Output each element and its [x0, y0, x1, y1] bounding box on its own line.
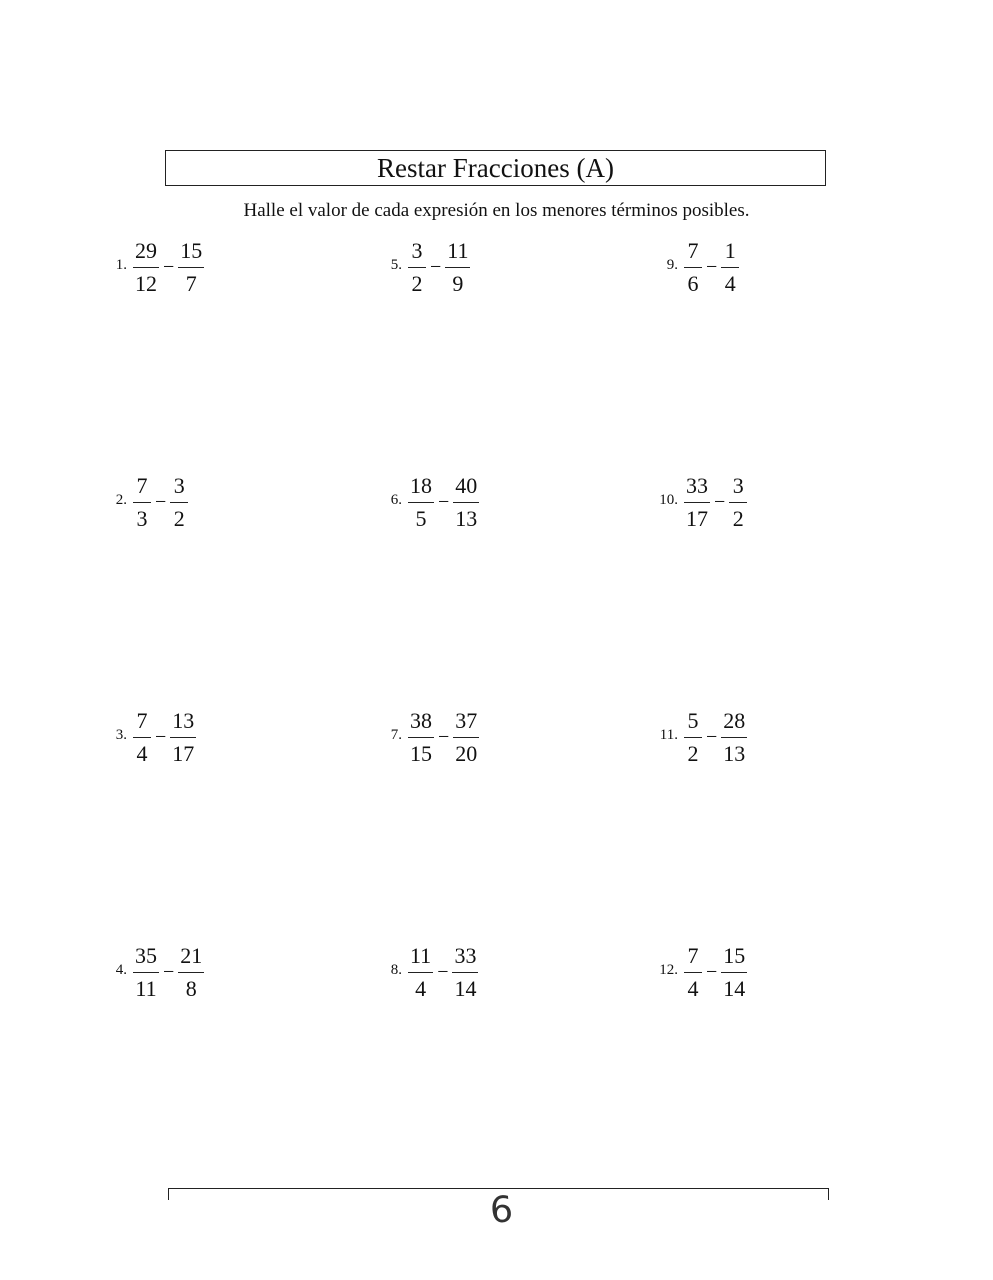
fraction-b: $\frac{15}{14}$ [723, 942, 746, 1001]
fraction-b: $\frac{15}{7}$ [180, 237, 203, 296]
problem-number: 4. [115, 962, 127, 978]
problem-number: 12. [659, 962, 678, 978]
fraction-a: $\frac{38}{15}$ [410, 707, 432, 766]
minus-sign: − [155, 726, 167, 748]
problem-10 [659, 472, 747, 532]
problem-4 [115, 942, 204, 1002]
fraction-b: $\frac{13}{17}$ [172, 707, 195, 766]
problem-3 [115, 707, 196, 767]
fraction-a: $\frac{18}{5}$ [410, 472, 432, 531]
fraction-b: $\frac{40}{13}$ [455, 472, 478, 531]
problem-number: 10. [659, 492, 678, 508]
worksheet-title: Restar Fracciones (A) [165, 150, 826, 186]
fraction-a: $\frac{7}{3}$ [133, 473, 151, 532]
minus-sign: − [430, 256, 442, 278]
handwritten-page-number: 6 [488, 1189, 515, 1232]
problem-number: 7. [390, 727, 402, 743]
minus-sign: − [155, 491, 167, 513]
fraction-b: $\frac{3}{2}$ [170, 473, 188, 532]
minus-sign: − [714, 491, 726, 513]
problem-number: 3. [115, 727, 127, 743]
problem-number: 1. [115, 257, 127, 273]
fraction-a: $\frac{33}{17}$ [686, 472, 708, 531]
instructions: Halle el valor de cada expresión en los menores términos posibles. [243, 200, 750, 221]
minus-sign: − [438, 491, 450, 513]
problem-number: 6. [390, 492, 402, 508]
fraction-b: $\frac{3}{2}$ [729, 473, 747, 532]
problem-number: 9. [666, 257, 678, 273]
minus-sign: − [706, 961, 718, 983]
fraction-a: $\frac{7}{4}$ [684, 943, 702, 1002]
fraction-b: $\frac{1}{4}$ [721, 238, 739, 297]
problem-7 [390, 707, 479, 767]
problem-12 [659, 942, 747, 1002]
problem-2 [115, 472, 188, 532]
fraction-b: $\frac{28}{13}$ [723, 707, 746, 766]
minus-sign: − [437, 961, 449, 983]
problem-5 [390, 237, 470, 297]
minus-sign: − [438, 726, 450, 748]
problem-number: 2. [115, 492, 127, 508]
minus-sign: − [706, 726, 718, 748]
fraction-b: $\frac{11}{9}$ [447, 237, 469, 296]
fraction-a: $\frac{7}{6}$ [684, 238, 702, 297]
problem-8 [390, 942, 478, 1002]
problem-6 [390, 472, 479, 532]
fraction-b: $\frac{33}{14}$ [454, 942, 477, 1001]
fraction-a: $\frac{7}{4}$ [133, 708, 151, 767]
minus-sign: − [163, 256, 175, 278]
problem-9 [666, 237, 739, 297]
problem-number: 8. [390, 962, 402, 978]
minus-sign: − [706, 256, 718, 278]
fraction-a: $\frac{35}{11}$ [135, 942, 157, 1001]
fraction-b: $\frac{21}{8}$ [180, 942, 203, 1001]
minus-sign: − [163, 961, 175, 983]
fraction-a: $\frac{5}{2}$ [684, 708, 702, 767]
problem-number: 5. [390, 257, 402, 273]
fraction-a: $\frac{11}{4}$ [410, 942, 432, 1001]
problem-number: 11. [659, 727, 678, 743]
problem-1 [115, 237, 204, 297]
fraction-a: $\frac{3}{2}$ [408, 238, 426, 297]
fraction-b: $\frac{37}{20}$ [455, 707, 478, 766]
fraction-a: $\frac{29}{12}$ [135, 237, 157, 296]
problem-11 [659, 707, 747, 767]
